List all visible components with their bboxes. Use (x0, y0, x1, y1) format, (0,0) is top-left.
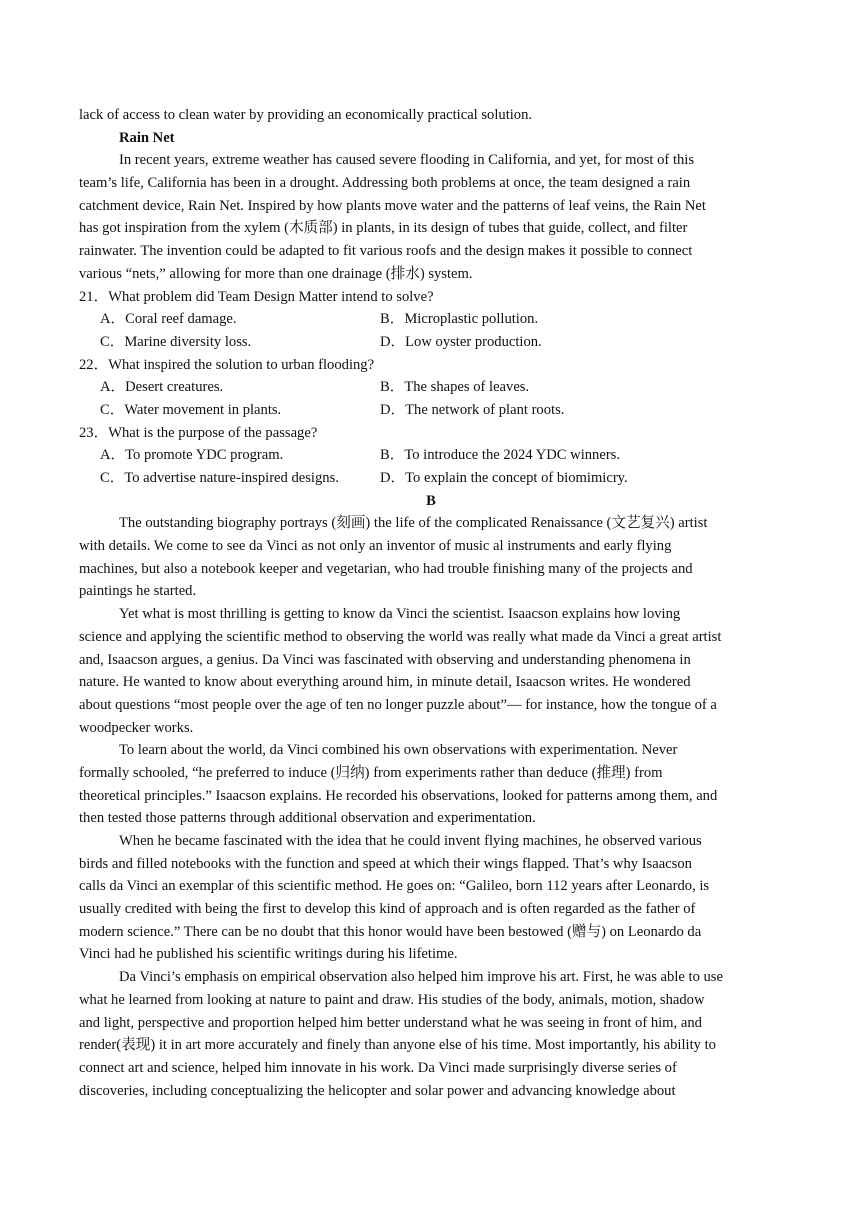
answer-option: B．To introduce the 2024 YDC winners. (380, 447, 621, 464)
answer-option: C．To advertise nature-inspired designs. (100, 470, 339, 486)
text-line: In recent years, extreme weather has caused severe flooding in California, and yet, for most of this (119, 152, 695, 169)
text-line: has got inspiration from the xylem (木质部) in plants, in its design of tubes that guide, collect, and filter (79, 220, 688, 237)
text-line: birds and filled notebooks with the function and speed at which their wings flapped. That’s why Isaacson (79, 855, 692, 872)
text-line: The outstanding biography portrays (刻画) the life of the complicated Renaissance (文艺复兴) artist (119, 515, 708, 532)
answer-option: D．Low oyster production. (380, 333, 542, 350)
answer-option: D．The network of plant roots. (380, 401, 565, 418)
text-line: science and applying the scientific method to observing the world was really what made da Vinci a great artist (79, 628, 722, 645)
option-row (79, 444, 783, 467)
answer-option: A．Desert creatures. (100, 379, 224, 396)
section-heading-rain-net: Rain Net (119, 129, 175, 146)
text-line: and light, perspective and proportion helped him better understand what he was seeing in front of him, and (79, 1014, 702, 1031)
option-row (79, 399, 783, 422)
text-line: rainwater. The invention could be adapted to fit various roofs and the design makes it possible to connect (79, 243, 693, 260)
text-line: and, Isaacson argues, a genius. Da Vinci was fascinated with observing and understanding phenomena in (79, 651, 691, 668)
question-stem: 22．What inspired the solution to urban flooding? (79, 356, 375, 373)
answer-option: B．Microplastic pollution. (380, 311, 539, 328)
text-line: calls da Vinci an exemplar of this scientific method. He goes on: “Galileo, born 112 years after Leonardo, is (79, 878, 710, 895)
option-row (79, 467, 783, 490)
text-line: paintings he started. (79, 583, 197, 600)
text-line: about questions “most people over the age of ten no longer puzzle about”— for instance, how the tongue of a (79, 696, 717, 713)
text-line: then tested those patterns through additional observation and experimentation. (79, 810, 536, 827)
text-line: When he became fascinated with the idea that he could invent flying machines, he observed various (119, 833, 702, 849)
answer-option: B．The shapes of leaves. (380, 379, 530, 396)
question-stem: 21．What problem did Team Design Matter intend to solve? (79, 288, 434, 305)
text-line: various “nets,” allowing for more than one drainage (排水) system. (79, 265, 473, 282)
answer-option: C．Marine diversity loss. (100, 333, 252, 350)
option-row (79, 376, 783, 399)
text-line: To learn about the world, da Vinci combined his own observations with experimentation. Never (119, 742, 678, 759)
text-line: theoretical principles.” Isaacson explains. He recorded his observations, looked for patterns among them, and (79, 787, 718, 804)
text-line: catchment device, Rain Net. Inspired by how plants move water and the patterns of leaf veins, the Rain Net (79, 197, 706, 214)
answer-option: D．To explain the concept of biomimicry. (380, 470, 628, 486)
text-line: Vinci had he published his scientific writings during his lifetime. (79, 946, 458, 963)
text-line: nature. He wanted to know about everything around him, in minute detail, Isaacson writes. He wondered (79, 674, 691, 691)
section-heading-b: B (426, 492, 436, 509)
text-line: machines, but also a notebook keeper and vegetarian, who had trouble finishing many of the projects and (79, 560, 693, 577)
question-stem: 23．What is the purpose of the passage? (79, 424, 318, 441)
answer-option: A．To promote YDC program. (100, 447, 284, 464)
option-row (79, 331, 783, 354)
text-line: usually credited with being the first to develop this kind of approach and is often regarded as the father of (79, 901, 696, 918)
text-line: render(表现) it in art more accurately and finely than anyone else of his time. Most importantly, his ability to (79, 1037, 716, 1054)
page-content (79, 104, 783, 1102)
text-line: Yet what is most thrilling is getting to know da Vinci the scientist. Isaacson explains how loving (119, 606, 681, 623)
text-line: discoveries, including conceptualizing the helicopter and solar power and advancing knowledge about (79, 1082, 676, 1099)
text-line: woodpecker works. (79, 719, 194, 736)
text-line: modern science.” There can be no doubt that this honor would have been bestowed (赠与) on Leonardo da (79, 923, 702, 940)
answer-option: A．Coral reef damage. (100, 311, 237, 328)
text-line: with details. We come to see da Vinci as not only an inventor of music al instruments and early flying (79, 538, 672, 555)
text-line: team’s life, California has been in a drought. Addressing both problems at once, the team designed a rain (79, 175, 691, 192)
option-row (79, 308, 783, 331)
text-line: Da Vinci’s emphasis on empirical observation also helped him improve his art. First, he was able to use (119, 969, 723, 986)
text-line: lack of access to clean water by providing an economically practical solution. (79, 107, 533, 123)
answer-option: C．Water movement in plants. (100, 401, 282, 418)
text-line: formally schooled, “he preferred to induce (归纳) from experiments rather than deduce (推理) from (79, 764, 663, 781)
text-line: what he learned from looking at nature to paint and draw. His studies of the body, animals, motion, shadow (79, 991, 705, 1008)
text-line: connect art and science, helped him innovate in his work. Da Vinci made surprisingly diverse series of (79, 1059, 677, 1076)
